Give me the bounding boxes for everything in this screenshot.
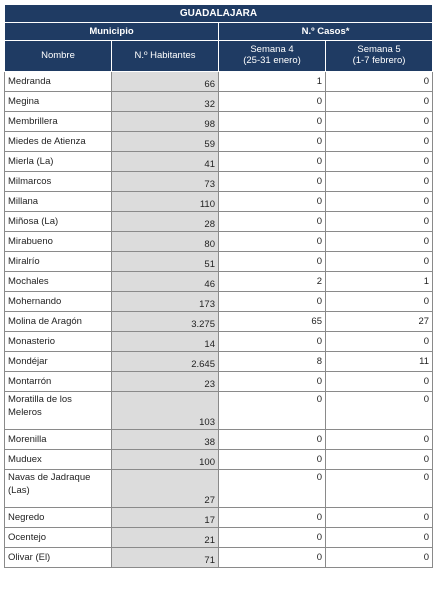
municipio-name-cell: Moratilla de los Meleros [5,392,112,430]
semana5-dates: (1-7 febrero) [352,55,406,66]
municipio-name-cell: Negredo [5,508,112,528]
municipio-name-cell: Navas de Jadraque (Las) [5,470,112,508]
municipio-name-cell: Milmarcos [5,172,112,192]
habitantes-cell: 23 [112,372,219,392]
table-body [5,72,433,568]
habitantes-cell: 17 [112,508,219,528]
table-row [5,152,433,172]
semana5-cases-cell: 0 [326,392,433,430]
semana4-cases-cell: 0 [219,332,326,352]
municipio-name-cell: Megina [5,92,112,112]
municipio-name-cell: Ocentejo [5,528,112,548]
habitantes-cell: 27 [112,470,219,508]
semana5-label: Semana 5 [357,44,401,56]
cases-table [4,4,433,568]
group-casos-header: N.º Casos* [219,23,433,41]
semana5-cases-cell: 0 [326,232,433,252]
habitantes-cell: 110 [112,192,219,212]
habitantes-cell: 32 [112,92,219,112]
table-row [5,332,433,352]
semana4-cases-cell: 2 [219,272,326,292]
habitantes-cell: 21 [112,528,219,548]
table-row [5,72,433,92]
municipio-name-cell: Miralrío [5,252,112,272]
semana5-cases-cell: 0 [326,450,433,470]
group-municipio-header: Municipio [5,23,219,41]
habitantes-cell: 46 [112,272,219,292]
table-header [5,5,433,72]
table-row [5,372,433,392]
semana5-cases-cell: 0 [326,548,433,568]
semana4-cases-cell: 0 [219,292,326,312]
semana4-cases-cell: 0 [219,192,326,212]
semana4-cases-cell: 0 [219,212,326,232]
semana4-cases-cell: 65 [219,312,326,332]
semana5-cases-cell: 0 [326,508,433,528]
column-header-semana4 [219,41,326,72]
semana5-cases-cell: 0 [326,152,433,172]
habitantes-cell: 59 [112,132,219,152]
table-row [5,450,433,470]
cases-table-container [4,4,432,568]
habitantes-cell: 100 [112,450,219,470]
semana5-cases-cell: 0 [326,292,433,312]
table-row [5,92,433,112]
semana5-cases-cell: 27 [326,312,433,332]
semana4-cases-cell: 0 [219,112,326,132]
semana4-cases-cell: 0 [219,92,326,112]
habitantes-cell: 28 [112,212,219,232]
column-header-nombre: Nombre [5,41,112,72]
table-row [5,470,433,508]
table-row [5,312,433,332]
semana5-cases-cell: 0 [326,92,433,112]
table-row [5,392,433,430]
table-row [5,548,433,568]
habitantes-cell: 14 [112,332,219,352]
municipio-name-cell: Morenilla [5,430,112,450]
table-row [5,132,433,152]
table-row [5,292,433,312]
semana4-cases-cell: 0 [219,430,326,450]
semana4-cases-cell: 1 [219,72,326,92]
semana4-cases-cell: 0 [219,172,326,192]
habitantes-cell: 38 [112,430,219,450]
semana5-cases-cell: 0 [326,172,433,192]
column-header-semana5 [326,41,433,72]
table-row [5,508,433,528]
semana4-cases-cell: 0 [219,450,326,470]
habitantes-cell: 71 [112,548,219,568]
semana4-label: Semana 4 [250,44,294,56]
semana4-cases-cell: 0 [219,548,326,568]
semana4-cases-cell: 8 [219,352,326,372]
semana5-cases-cell: 0 [326,132,433,152]
municipio-name-cell: Millana [5,192,112,212]
municipio-name-cell: Mohernando [5,292,112,312]
municipio-name-cell: Mondéjar [5,352,112,372]
semana5-cases-cell: 1 [326,272,433,292]
semana4-cases-cell: 0 [219,470,326,508]
semana5-cases-cell: 0 [326,212,433,232]
semana5-cases-cell: 0 [326,528,433,548]
table-row [5,192,433,212]
semana5-cases-cell: 0 [326,332,433,352]
habitantes-cell: 66 [112,72,219,92]
table-row [5,232,433,252]
table-row [5,212,433,232]
table-row [5,272,433,292]
habitantes-cell: 73 [112,172,219,192]
column-header-habitantes: N.º Habitantes [112,41,219,72]
table-row [5,172,433,192]
habitantes-cell: 80 [112,232,219,252]
semana5-cases-cell: 11 [326,352,433,372]
semana4-cases-cell: 0 [219,528,326,548]
habitantes-cell: 98 [112,112,219,132]
municipio-name-cell: Miedes de Atienza [5,132,112,152]
municipio-name-cell: Miñosa (La) [5,212,112,232]
table-row [5,252,433,272]
municipio-name-cell: Membrillera [5,112,112,132]
municipio-name-cell: Muduex [5,450,112,470]
municipio-name-cell: Monasterio [5,332,112,352]
habitantes-cell: 173 [112,292,219,312]
semana4-cases-cell: 0 [219,372,326,392]
semana4-cases-cell: 0 [219,232,326,252]
municipio-name-cell: Medranda [5,72,112,92]
semana5-cases-cell: 0 [326,192,433,212]
region-title: GUADALAJARA [5,5,433,23]
table-row [5,352,433,372]
municipio-name-cell: Molina de Aragón [5,312,112,332]
table-row [5,430,433,450]
municipio-name-cell: Mierla (La) [5,152,112,172]
municipio-name-cell: Mirabueno [5,232,112,252]
habitantes-cell: 3.275 [112,312,219,332]
table-row [5,528,433,548]
semana4-cases-cell: 0 [219,152,326,172]
semana5-cases-cell: 0 [326,372,433,392]
municipio-name-cell: Olivar (El) [5,548,112,568]
habitantes-cell: 2.645 [112,352,219,372]
habitantes-cell: 51 [112,252,219,272]
semana5-cases-cell: 0 [326,252,433,272]
habitantes-cell: 103 [112,392,219,430]
semana5-cases-cell: 0 [326,470,433,508]
semana5-cases-cell: 0 [326,72,433,92]
semana5-cases-cell: 0 [326,430,433,450]
habitantes-cell: 41 [112,152,219,172]
municipio-name-cell: Montarrón [5,372,112,392]
semana4-cases-cell: 0 [219,132,326,152]
semana4-dates: (25-31 enero) [243,55,301,66]
table-row [5,112,433,132]
semana5-cases-cell: 0 [326,112,433,132]
semana4-cases-cell: 0 [219,508,326,528]
municipio-name-cell: Mochales [5,272,112,292]
semana4-cases-cell: 0 [219,392,326,430]
semana4-cases-cell: 0 [219,252,326,272]
